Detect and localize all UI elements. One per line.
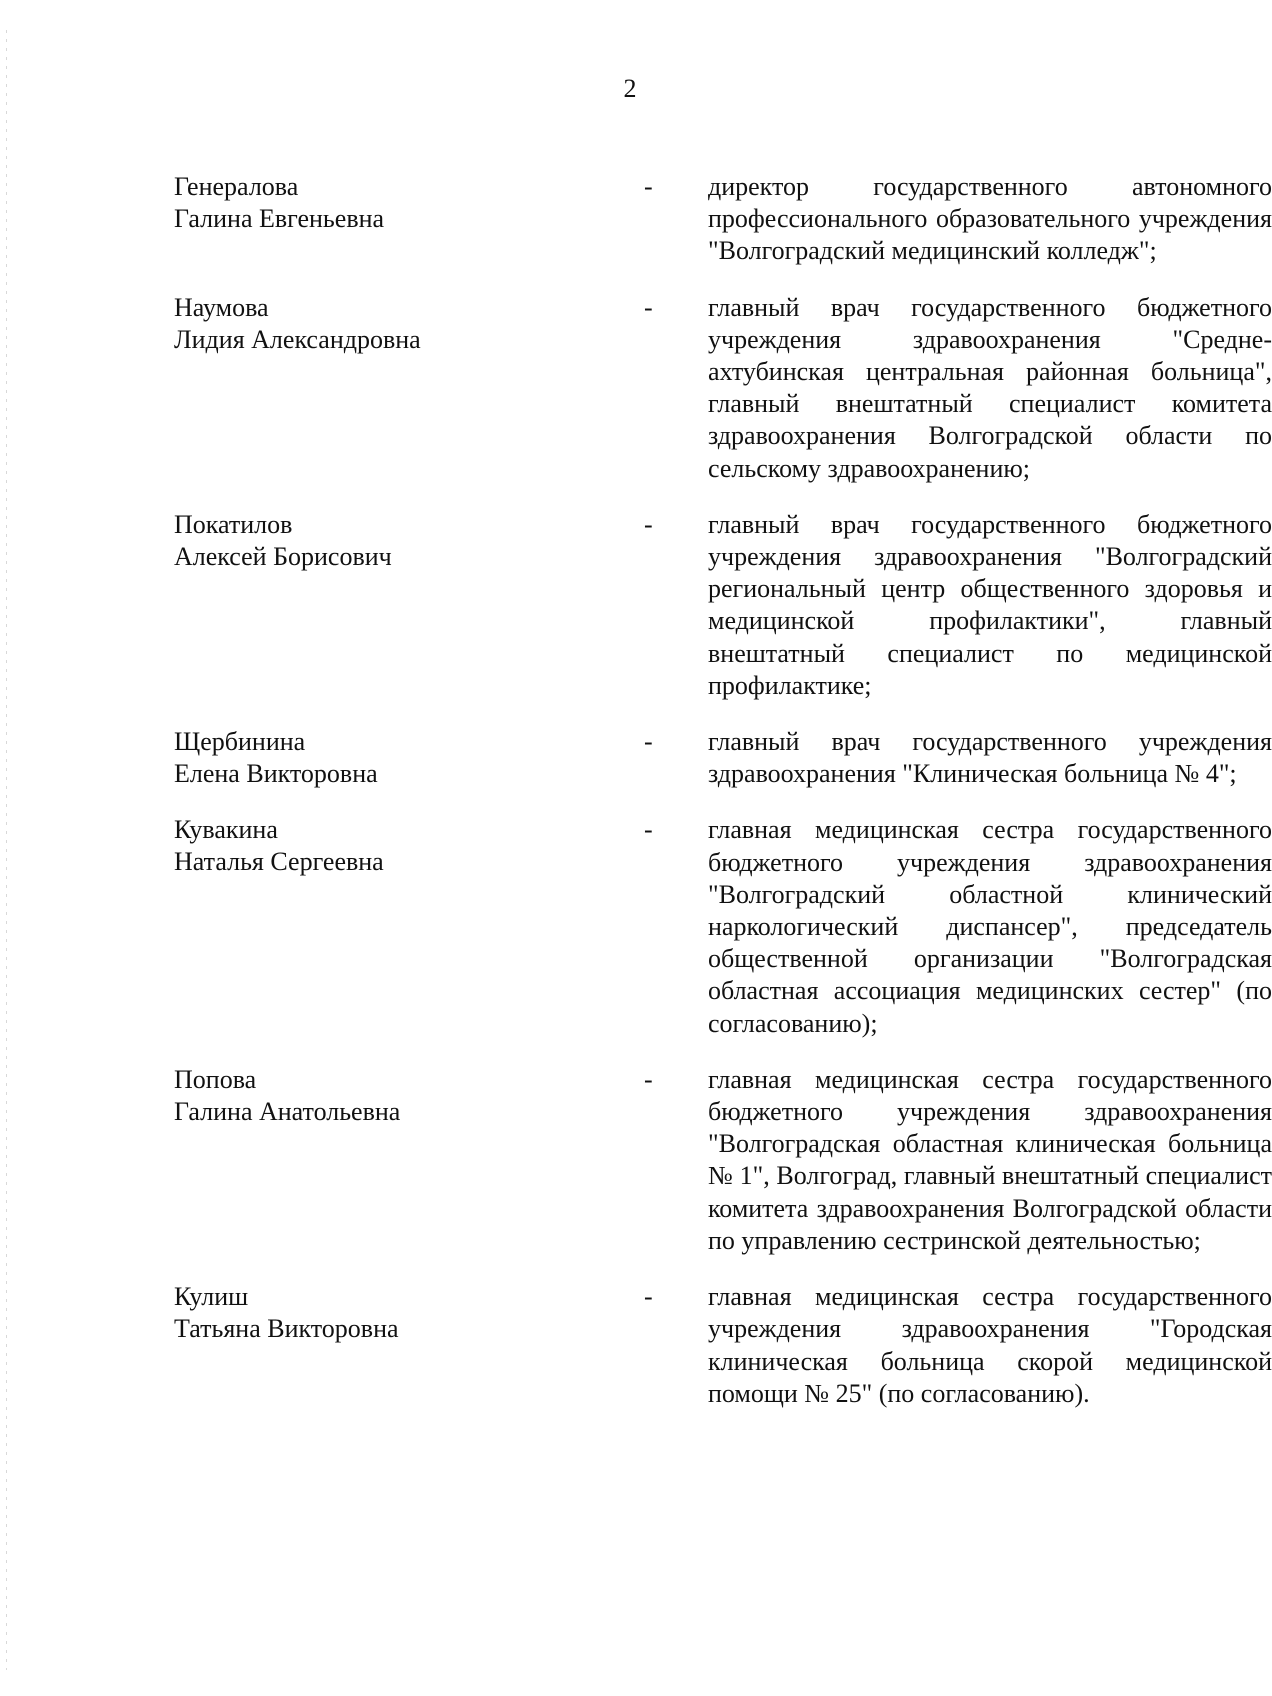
member-entry bbox=[174, 1064, 1272, 1257]
member-position: главный врач государственного учреждения здравоохранения "Клиническая больница № 4"; bbox=[708, 727, 1272, 789]
member-given-names: Алексей Борисович bbox=[174, 541, 392, 571]
member-name bbox=[174, 1281, 454, 1345]
member-position: главный врач государственного бюджетного учреждения здравоохранения "Средне-ахтубинская центральная районная больница", главный внештатный специалист комитета здравоохранения Волгоградской области по сельскому здравоохранению; bbox=[708, 292, 1272, 483]
member-given-names: Галина Анатольевна bbox=[174, 1096, 401, 1126]
member-name bbox=[174, 509, 454, 573]
member-surname: Попова bbox=[174, 1064, 257, 1094]
entry-dash: - bbox=[644, 172, 653, 201]
member-given-names: Лидия Александровна bbox=[174, 324, 421, 354]
member-surname: Щербинина bbox=[174, 727, 306, 757]
member-position: директор государственного автономного профессионального образовательного учреждения "Волгоградский медицинский колледж"; bbox=[708, 172, 1272, 266]
entry-dash: - bbox=[644, 509, 653, 539]
member-surname: Покатилов bbox=[174, 509, 293, 539]
member-position: главная медицинская сестра государственного учреждения здравоохранения "Городская клиническая больница скорой медицинской помощи № 25" (по согласованию). bbox=[708, 1282, 1272, 1408]
member-surname: Кулиш bbox=[174, 1282, 249, 1312]
member-entry bbox=[174, 509, 1272, 702]
member-position: главная медицинская сестра государственного бюджетного учреждения здравоохранения "Волгоградская областная клиническая больница № 1", Волгоград, главный внештатный специалист комитета здравоохранения Волгоградской области по управлению сестринской деятельностью; bbox=[708, 1064, 1272, 1255]
member-name bbox=[174, 292, 454, 356]
member-given-names: Наталья Сергеевна bbox=[174, 847, 384, 877]
member-given-names: Галина Евгеньевна bbox=[174, 204, 385, 233]
member-entry bbox=[174, 814, 1272, 1039]
scan-edge-marks bbox=[6, 30, 7, 1670]
member-given-names: Татьяна Викторовна bbox=[174, 1314, 399, 1344]
member-position: главная медицинская сестра государственного бюджетного учреждения здравоохранения "Волгоградский областной клинический наркологический диспансер", председатель общественной организации "Волгоградская областная ассоциация медицинских сестер" (по согласованию); bbox=[708, 815, 1272, 1038]
page-number: 2 bbox=[623, 74, 637, 103]
member-surname: Кувакина bbox=[174, 815, 278, 845]
member-entry bbox=[174, 171, 1272, 268]
member-list bbox=[174, 171, 1272, 1434]
member-surname: Генералова bbox=[174, 172, 299, 201]
member-name bbox=[174, 1064, 454, 1128]
member-surname: Наумова bbox=[174, 292, 269, 322]
member-entry bbox=[174, 726, 1272, 790]
member-name bbox=[174, 171, 454, 235]
entry-dash: - bbox=[644, 815, 653, 845]
member-entry bbox=[174, 1281, 1272, 1410]
member-given-names: Елена Викторовна bbox=[174, 759, 378, 789]
member-entry bbox=[174, 292, 1272, 485]
member-position: главный врач государственного бюджетного учреждения здравоохранения "Волгоградский региональный центр общественного здоровья и медицинской профилактики", главный внештатный специалист по медицинской профилактике; bbox=[708, 509, 1272, 700]
entry-dash: - bbox=[644, 1064, 653, 1094]
entry-dash: - bbox=[644, 1282, 653, 1312]
entry-dash: - bbox=[644, 727, 653, 757]
member-name bbox=[174, 814, 454, 878]
entry-dash: - bbox=[644, 292, 653, 322]
member-name bbox=[174, 726, 454, 790]
